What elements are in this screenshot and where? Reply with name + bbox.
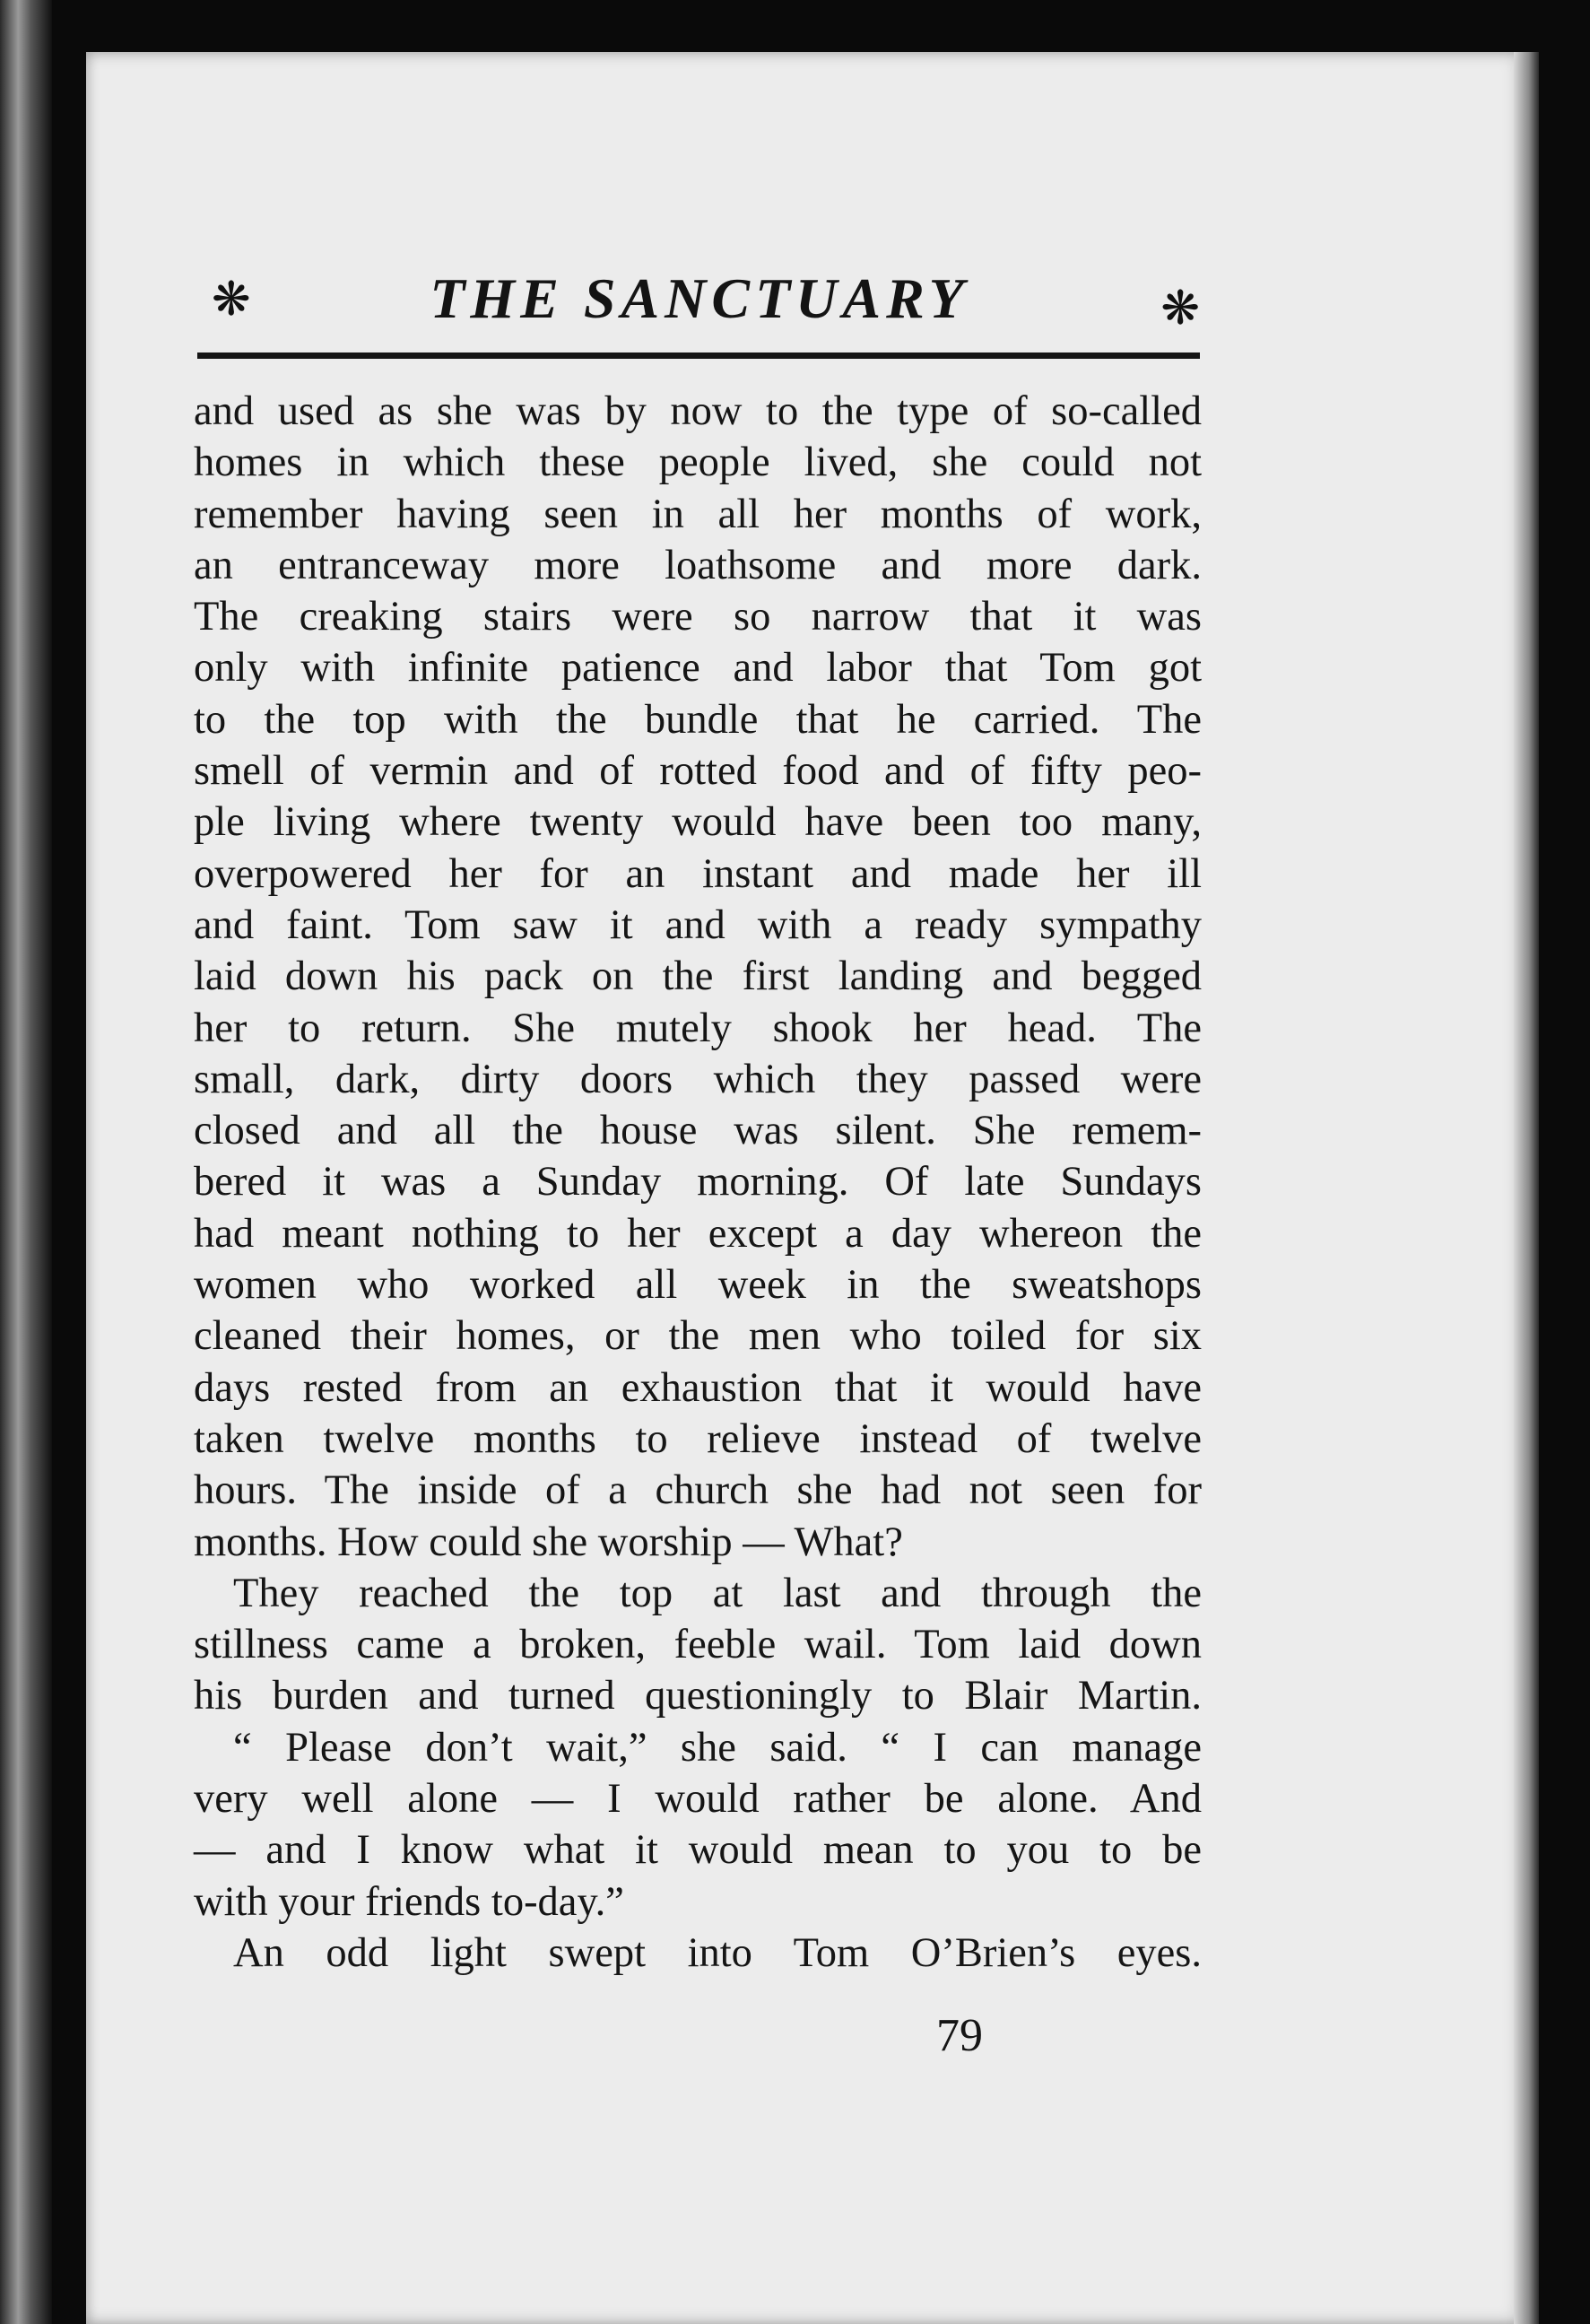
text-line: stillness came a broken, feeble wail. Tom laid down <box>194 1622 1202 1668</box>
text-line: taken twelve months to relieve instead of twelve <box>194 1415 1202 1462</box>
text-line: her to return. She mutely shook her head. The <box>194 1005 1202 1051</box>
text-line: The creaking stairs were so narrow that it was <box>194 594 1202 640</box>
header-rule <box>197 353 1200 359</box>
text-line: ple living where twenty would have been too many, <box>194 799 1202 846</box>
book-spine-edge <box>0 0 52 2324</box>
text-line: smell of vermin and of rotted food and of fifty peo- <box>194 748 1202 795</box>
text-line: closed and all the house was silent. She remem- <box>194 1108 1202 1154</box>
text-line: hours. The inside of a church she had not seen for <box>194 1467 1202 1514</box>
text-line: only with infinite patience and labor that Tom got <box>194 645 1202 692</box>
text-line: bered it was a Sunday morning. Of late Sundays <box>194 1159 1202 1206</box>
text-line: An odd light swept into Tom O’Brien’s eyes. <box>233 1929 1202 1976</box>
text-line: his burden and turned questioningly to Blair Martin. <box>194 1673 1202 1719</box>
page-number: 79 <box>936 2010 983 2061</box>
page-header <box>199 265 1200 337</box>
ornament-left-icon: ❋ <box>212 273 251 326</box>
text-line: — and I know what it would mean to you to be <box>194 1827 1202 1874</box>
text-line: women who worked all week in the sweatshops <box>194 1262 1202 1309</box>
ornament-right-icon: ❋ <box>1160 282 1200 335</box>
text-line: laid down his pack on the first landing and begged <box>194 953 1202 1000</box>
text-line: “ Please don’t wait,” she said. “ I can manage <box>233 1724 1202 1771</box>
body-text <box>194 386 1202 1979</box>
running-head: THE SANCTUARY <box>430 266 969 330</box>
text-line: months. How could she worship — What? <box>194 1519 903 1565</box>
text-line: homes in which these people lived, she could not <box>194 440 1202 486</box>
text-line: very well alone — I would rather be alone. And <box>194 1776 1202 1823</box>
text-line: They reached the top at last and through the <box>233 1570 1202 1616</box>
text-line: with your friends to-day.” <box>194 1878 624 1925</box>
text-line: remember having seen in all her months of work, <box>194 491 1202 537</box>
text-line: days rested from an exhaustion that it would have <box>194 1364 1202 1411</box>
text-line: and faint. Tom saw it and with a ready sympathy <box>194 901 1202 948</box>
text-line: cleaned their homes, or the men who toiled for six <box>194 1313 1202 1360</box>
text-line: overpowered her for an instant and made her ill <box>194 850 1202 897</box>
text-line: to the top with the bundle that he carried. The <box>194 696 1202 743</box>
page-right-edge <box>1514 52 1539 2324</box>
text-line: an entranceway more loathsome and more dark. <box>194 542 1202 588</box>
text-line: had meant nothing to her except a day whereon the <box>194 1210 1202 1257</box>
text-line: small, dark, dirty doors which they passed were <box>194 1056 1202 1102</box>
text-line: and used as she was by now to the type of so-called <box>194 388 1202 434</box>
